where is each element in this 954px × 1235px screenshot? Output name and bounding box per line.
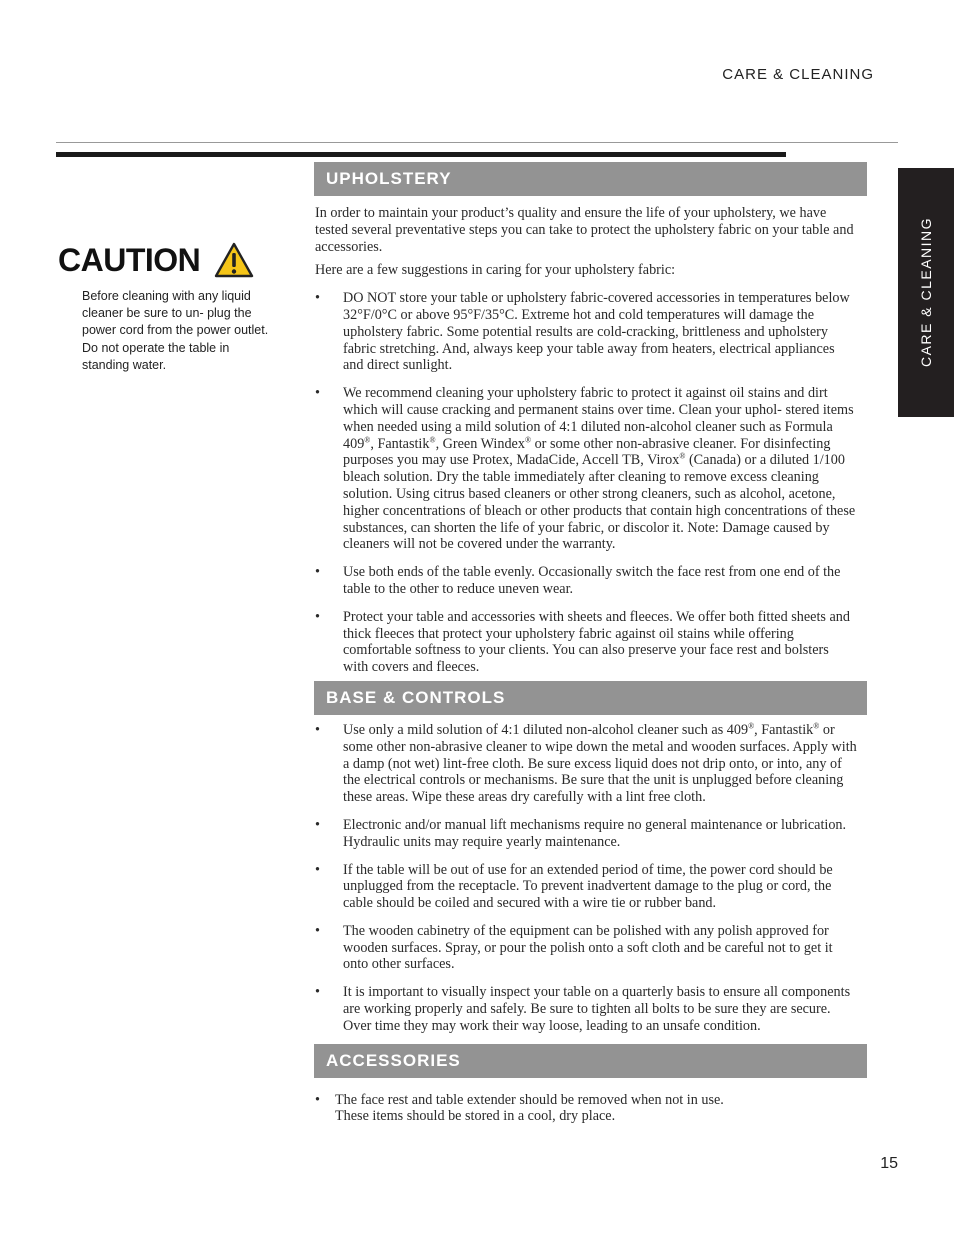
header-rule-thick bbox=[56, 152, 786, 157]
list-item: • Use both ends of the table evenly. Occasionally switch the face rest from one end of the table to the other to reduce uneven wear. bbox=[314, 564, 857, 598]
list-item: • DO NOT store your table or upholstery fabric-covered accessories in temperatures below 32°F/0°C or above 95°F/35°C. Extreme hot and cold temperatures will damage the upholstery fabric. Some potential results are cold-cracking, brittleness and upholstery fabric stretching. And, always keep your table away from heaters, electrical appliances and direct sunlight. bbox=[314, 290, 857, 374]
section-heading-upholstery: UPHOLSTERY bbox=[314, 162, 867, 196]
list-item: • The wooden cabinetry of the equipment can be polished with any polish approved for wooden surfaces. Spray, or pour the polish onto a soft cloth and be careful not to get it onto other surfaces. bbox=[314, 923, 857, 973]
side-tab-label: CARE & CLEANING bbox=[918, 216, 934, 368]
list-item: • The face rest and table extender should be removed when not in use. These items should be stored in a cool, dry place. bbox=[314, 1092, 865, 1126]
upholstery-list bbox=[314, 290, 867, 676]
list-item: • It is important to visually inspect your table on a quarterly basis to ensure all components are working properly and safely. Be sure to tighten all bolts to be sure they are secure. Over time they may work their way loose, leading to an unsafe condition. bbox=[314, 984, 857, 1034]
base-controls-list bbox=[314, 722, 867, 1035]
section-heading-base-controls: BASE & CONTROLS bbox=[314, 681, 867, 715]
list-item: • If the table will be out of use for an extended period of time, the power cord should be unplugged from the receptacle. To prevent inadvertent damage to the plug or cord, the cable should be coiled and secured with a wire tie or rubber band. bbox=[314, 862, 857, 912]
upholstery-intro: In order to maintain your product’s quality and ensure the life of your upholstery, we have tested several preventative steps you can take to protect the upholstery fabric on your table and accessories. bbox=[315, 205, 854, 255]
list-item: • We recommend cleaning your upholstery fabric to protect it against oil stains and dirt which will cause cracking and permanent stains over time. Clean your uphol- stered items when needed using a mild solution of 4:1 diluted non-alcohol cleaner such as Formula 409®, Fantastik®, Green Windex® or some other non-abrasive cleaner. For disinfecting purposes you may use Protex, MadaCide, Accell TB, Virox® (Canada) or a diluted 1/100 bleach solution. Dry the table immediately after cleaning to remove excess cleaning solution. Using citrus based cleaners or other strong cleaners, such as alcohol, acetone, higher concentrations of bleach or other products that contain high concentrations of these substances, can shorten the life of your fabric, or discolor it. Note: Damage caused by cleaners will not be covered under the warranty. bbox=[314, 385, 857, 553]
main-content bbox=[314, 162, 867, 1125]
section-side-tab bbox=[898, 168, 954, 417]
page-number: 15 bbox=[880, 1155, 898, 1172]
upholstery-lead: Here are a few suggestions in caring for your upholstery fabric: bbox=[315, 262, 676, 279]
list-item: • Electronic and/or manual lift mechanisms require no general maintenance or lubrication. Hydraulic units may require yearly maintenance. bbox=[314, 817, 857, 851]
caution-box bbox=[58, 238, 273, 374]
accessories-list bbox=[314, 1092, 867, 1126]
header-rule-thin bbox=[56, 142, 898, 143]
list-item: • Use only a mild solution of 4:1 diluted non-alcohol cleaner such as 409®, Fantastik® or some other non-abrasive cleaner to wipe down the metal and wooden surfaces. Apply with a damp (not wet) lint-free cloth. Be sure excess liquid does not drip onto, or into, any of the electrical controls or mechanisms. Be sure that the unit is unplugged before cleaning these areas. Wipe these areas dry carefully with a lint free cloth. bbox=[314, 722, 857, 806]
caution-title: CAUTION bbox=[58, 242, 201, 278]
section-heading-accessories: ACCESSORIES bbox=[314, 1044, 867, 1078]
caution-heading bbox=[58, 238, 273, 282]
warning-triangle-icon bbox=[214, 242, 254, 278]
caution-text: Before cleaning with any liquid cleaner be sure to un- plug the power cord from the power outlet. Do not operate the table in standing water. bbox=[82, 289, 269, 372]
list-item: • Protect your table and accessories with sheets and fleeces. We offer both fitted sheets and thick fleeces that protect your upholstery fabric against oil stains while offering comfortable softness to your clients. You can also preserve your face rest and bolsters with covers and fleeces. bbox=[314, 609, 857, 676]
running-header: CARE & CLEANING bbox=[722, 66, 874, 83]
